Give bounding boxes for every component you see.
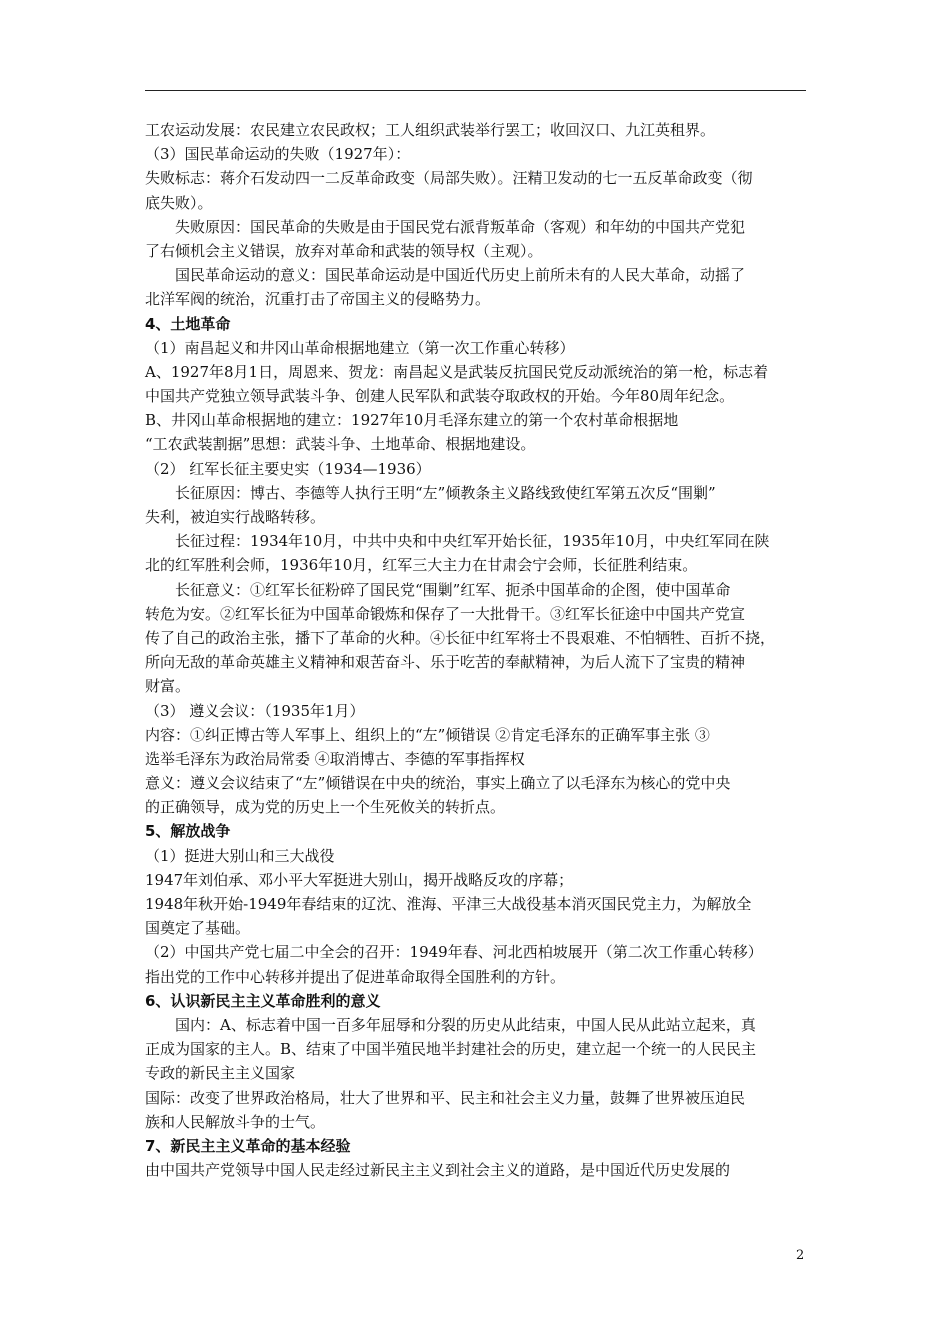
text-line: 财富。 <box>145 677 191 696</box>
section-heading: 5、解放战争 <box>145 822 231 841</box>
text-line: 长征过程：1934年10月，中共中央和中央红军开始长征，1935年10月，中央红军同在陕 <box>175 532 770 551</box>
text-line: （2）中国共产党七届二中全会的召开：1949年春、河北西柏坡展开（第二次工作重心转移） <box>145 943 763 962</box>
text-line: 1948年秋开始-1949年春结束的辽沈、淮海、平津三大战役基本消灭国民党主力，为解放全 <box>145 895 752 913</box>
page-number: 2 <box>796 1248 805 1263</box>
text-line: 北洋军阀的统治，沉重打击了帝国主义的侵略势力。 <box>145 290 491 309</box>
section-heading: 4、土地革命 <box>145 314 231 333</box>
text-line: （1）挺进大别山和三大战役 <box>145 846 335 865</box>
text-line: 正成为国家的主人。B、结束了中国半殖民地半封建社会的历史，建立起一个统一的人民民主 <box>145 1040 757 1059</box>
header-rule <box>145 90 806 91</box>
text-line: 长征意义：①红军长征粉碎了国民党“围剿”红军、扼杀中国革命的企图，使中国革命 <box>175 580 731 599</box>
text-line: 工农运动发展：农民建立农民政权；工人组织武装举行罢工；收回汉口、九江英租界。 <box>145 121 716 139</box>
text-line: 长征原因：博古、李德等人执行王明“左”倾教条主义路线致使红军第五次反“围剿” <box>175 483 716 502</box>
text-line: 由中国共产党领导中国人民走经过新民主主义到社会主义的道路，是中国近代历史发展的 <box>145 1161 731 1180</box>
section-heading: 6、认识新民主主义革命胜利的意义 <box>145 991 381 1010</box>
text-line: 国民革命运动的意义：国民革命运动是中国近代历史上前所未有的人民大革命，动摇了 <box>175 266 746 285</box>
text-line: （3） 遵义会议：（1935年1月） <box>145 701 365 720</box>
text-line: 中国共产党独立领导武装斗争、创建人民军队和武装夺取政权的开始。今年80周年纪念。 <box>145 387 735 406</box>
text-line: 内容：①纠正博古等人军事上、组织上的“左”倾错误 ②肯定毛泽东的正确军事主张 ③ <box>145 725 710 744</box>
text-line: 意义：遵义会议结束了“左”倾错误在中央的统治，事实上确立了以毛泽东为核心的党中央 <box>145 774 731 793</box>
text-line: （3）国民革命运动的失败（1927年）： <box>145 145 411 164</box>
text-line: 的正确领导，成为党的历史上一个生死攸关的转折点。 <box>145 798 506 817</box>
text-line: 传了自己的政治主张，播下了革命的火种。④长征中红军将士不畏艰难、不怕牺牲、百折不挠， <box>145 628 776 647</box>
text-line: 北的红军胜利会师，1936年10月，红军三大主力在甘肃会宁会师，长征胜利结束。 <box>145 556 698 575</box>
text-line: 专政的新民主主义国家 <box>145 1064 296 1083</box>
text-line: “工农武装割据”思想：武装斗争、土地革命、根据地建设。 <box>145 435 536 454</box>
text-line: （1）南昌起义和井冈山革命根据地建立（第一次工作重心转移） <box>145 338 575 357</box>
text-line: 1947年刘伯承、邓小平大军挺进大别山，揭开战略反攻的序幕； <box>145 870 574 889</box>
text-line: 国奠定了基础。 <box>145 919 251 938</box>
text-line: A、1927年8月1日，周恩来、贺龙：南昌起义是武装反抗国民党反动派统治的第一枪，标志着 <box>145 362 769 381</box>
text-line: 失败原因：国民革命的失败是由于国民党右派背叛革命（客观）和年幼的中国共产党犯 <box>175 217 746 236</box>
text-line: 失败标志：蒋介石发动四一二反革命政变（局部失败）。汪精卫发动的七一五反革命政变（彻 <box>145 169 753 188</box>
text-line: 所向无敌的革命英雄主义精神和艰苦奋斗、乐于吃苦的奉献精神，为后人流下了宝贵的精神 <box>145 653 746 672</box>
text-line: 国际：改变了世界政治格局，壮大了世界和平、民主和社会主义力量，鼓舞了世界被压迫民 <box>145 1088 746 1107</box>
text-line: 国内：A、标志着中国一百多年屈辱和分裂的历史从此结束，中国人民从此站立起来，真 <box>175 1015 756 1034</box>
section-heading: 7、新民主主义革命的基本经验 <box>145 1136 351 1155</box>
text-line: 选举毛泽东为政治局常委 ④取消博古、李德的军事指挥权 <box>145 749 525 768</box>
text-line: 了右倾机会主义错误，放弃对革命和武装的领导权（主观）。 <box>145 241 543 260</box>
text-line: 失利，被迫实行战略转移。 <box>145 508 326 526</box>
text-line: 底失败）。 <box>145 193 213 212</box>
text-line: 族和人民解放斗争的士气。 <box>145 1112 326 1131</box>
text-line: 指出党的工作中心转移并提出了促进革命取得全国胜利的方针。 <box>145 967 566 986</box>
text-line: （2） 红军长征主要史实（1934—1936） <box>145 459 431 478</box>
text-line: 转危为安。②红军长征为中国革命锻炼和保存了一大批骨干。③红军长征途中中国共产党宣 <box>145 604 746 623</box>
text-line: B、井冈山革命根据地的建立：1927年10月毛泽东建立的第一个农村革命根据地 <box>145 411 679 430</box>
document-body <box>145 118 813 1182</box>
